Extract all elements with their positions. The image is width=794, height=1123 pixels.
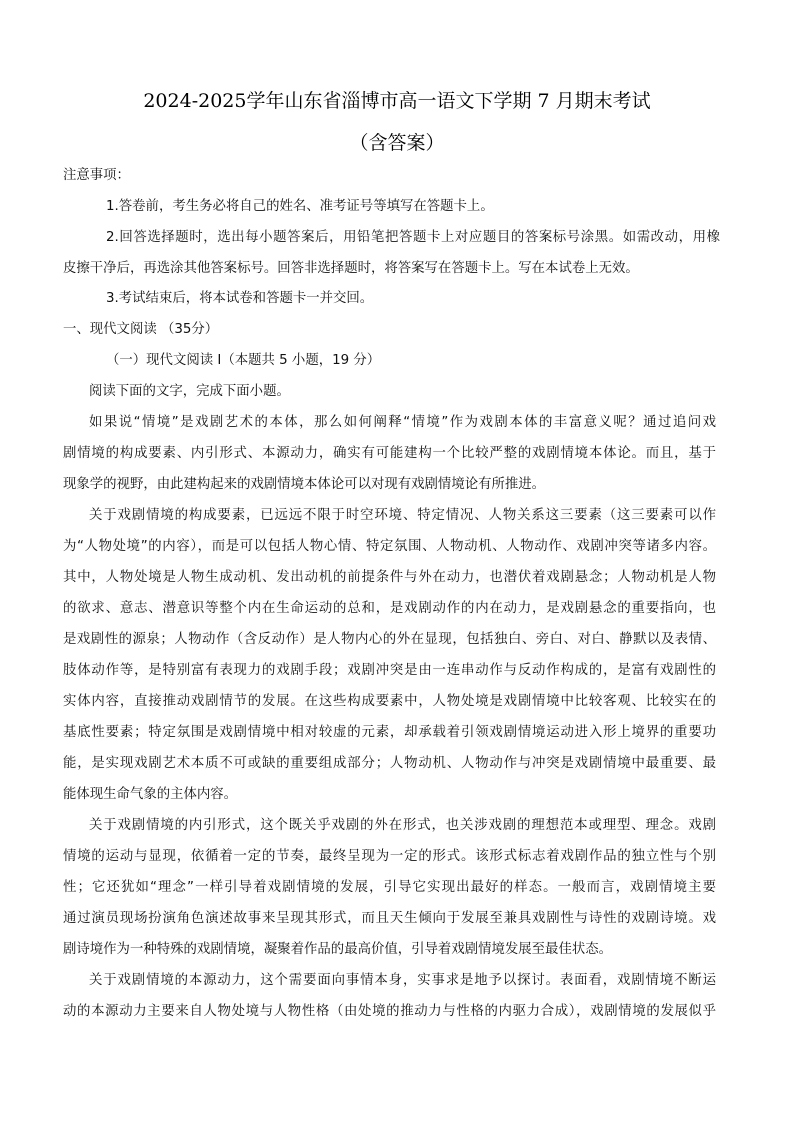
paragraph-line: 现象学的视野，由此建构起来的戏剧情境本体论可以对现有戏剧情境论有所推进。 xyxy=(63,477,546,492)
subsection-heading: （一）现代文阅读 I（本题共 5 小题，19 分） xyxy=(106,353,381,368)
paragraph-line: 情境的运动与显现，依循着一定的节奏，最终呈现为一定的形式。该形式标志着戏剧作品的独立性与个别 xyxy=(63,849,716,864)
paragraph-line: 肢体动作等，是特别富有表现力的戏剧手段；戏剧冲突是由一连串动作与反动作构成的，是富有戏剧性的 xyxy=(63,663,716,678)
document-subtitle: （含答案） xyxy=(349,132,445,154)
paragraph-line: 关于戏剧情境的构成要素，已远远不限于时空环境、特定情况、人物关系这三要素（这三要素可以作 xyxy=(89,508,716,523)
instruction-text: 阅读下面的文字，完成下面小题。 xyxy=(89,384,290,399)
notice-heading: 注意事项： xyxy=(63,168,130,183)
paragraph-line: 性；它还犹如“理念”一样引导着戏剧情境的发展，引导它实现出最好的样态。一般而言，戏剧情境主要 xyxy=(63,880,716,895)
paragraph-line: 是戏剧性的源泉；人物动作（含反动作）是人物内心的外在显现，包括独白、旁白、对白、静默以及表情、 xyxy=(63,632,716,647)
notice-item-continued: 皮擦干净后，再选涂其他答案标号。回答非选择题时，将答案写在答题卡上。写在本试卷上无效。 xyxy=(63,261,639,276)
paragraph-line: 的欲求、意志、潜意识等整个内在生命运动的总和，是戏剧动作的内在动力，是戏剧悬念的重要指向，也 xyxy=(63,601,716,616)
document-title: 2024-2025学年山东省淄博市高一语文下学期 7 月期末考试 xyxy=(143,90,651,112)
paragraph-line: 其中，人物处境是人物生成动机、发出动机的前提条件与外在动力，也潜伏着戏剧悬念；人物动机是人物 xyxy=(63,570,716,585)
paragraph-line: 实体内容，直接推动戏剧情节的发展。在这些构成要素中，人物处境是戏剧情境中比较客观、比较实在的 xyxy=(63,694,716,709)
paragraph-line: 关于戏剧情境的内引形式，这个既关乎戏剧的外在形式，也关涉戏剧的理想范本或理型、理念。戏剧 xyxy=(89,818,716,833)
paragraph-line: 通过演员现场扮演角色演述故事来呈现其形式，而且天生倾向于发展至兼具戏剧性与诗性的戏剧诗境。戏 xyxy=(63,911,716,926)
section-heading: 一、现代文阅读 （35分） xyxy=(63,322,219,337)
paragraph-line: 能体现生命气象的主体内容。 xyxy=(63,787,238,802)
paragraph-line: 关于戏剧情境的本源动力，这个需要面向事情本身，实事求是地予以探讨。表面看，戏剧情境不断运 xyxy=(89,973,716,988)
notice-item: 3.考试结束后，将本试卷和答题卡一并交回。 xyxy=(106,291,374,306)
paragraph-line: 为“人物处境”的内容），而是可以包括人物心情、特定氛围、人物动机、人物动作、戏剧冲突等诸多内容。 xyxy=(63,539,716,554)
paragraph-line: 剧诗境作为一种特殊的戏剧情境，凝聚着作品的最高价值，引导着戏剧情境发展至最佳状态。 xyxy=(63,942,613,957)
paragraph-line: 基底性要素；特定氛围是戏剧情境中相对较虚的元素，却承载着引领戏剧情境运动进入形上境界的重要功 xyxy=(63,725,716,740)
paragraph-line: 剧情境的构成要素、内引形式、本源动力，确实有可能建构一个比较严整的戏剧情境本体论。而且，基于 xyxy=(63,446,716,461)
paragraph-line: 如果说“情境”是戏剧艺术的本体，那么如何阐释“情境”作为戏剧本体的丰富意义呢？通过追问戏 xyxy=(89,415,716,430)
paragraph-line: 动的本源动力主要来自人物处境与人物性格（由处境的推动力与性格的内驱力合成），戏剧情境的发展似乎 xyxy=(63,1004,716,1019)
notice-item: 2.回答选择题时，选出每小题答案后，用铅笔把答题卡上对应题目的答案标号涂黑。如需改动，用橡 xyxy=(106,230,720,245)
notice-item: 1.答卷前，考生务必将自己的姓名、准考证号等填写在答题卡上。 xyxy=(106,199,494,214)
paragraph-line: 能，是实现戏剧艺术本质不可或缺的重要组成部分；人物动机、人物动作与冲突是戏剧情境中最重要、最 xyxy=(63,756,716,771)
